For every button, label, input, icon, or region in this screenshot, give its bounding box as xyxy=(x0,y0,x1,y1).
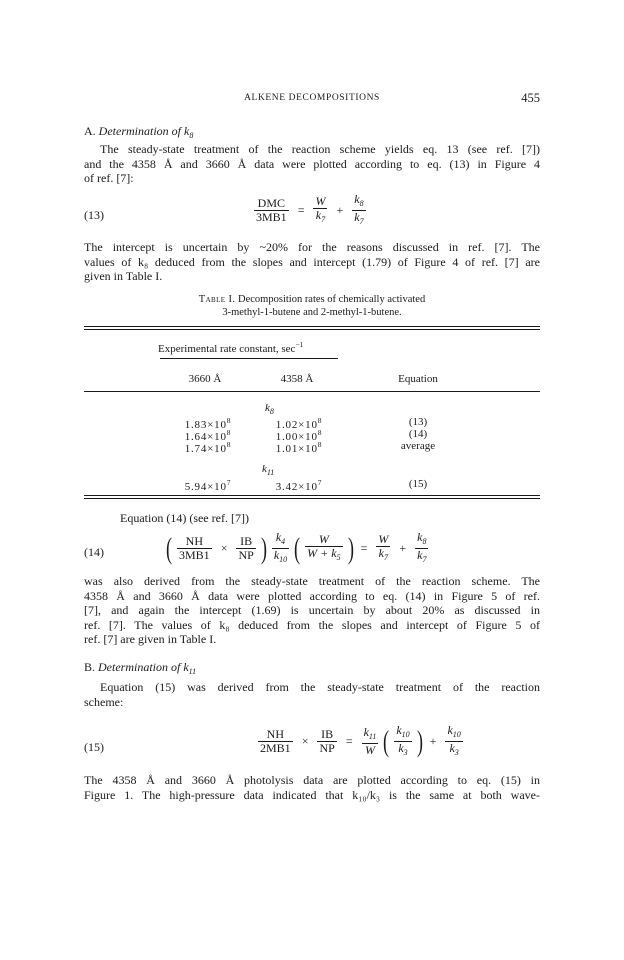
eq14-f2-den: NP xyxy=(238,548,254,562)
eq14-f2-num: IB xyxy=(236,535,255,549)
paragraph-section-b xyxy=(84,680,540,709)
eq15-f4-den: k xyxy=(398,741,404,755)
column-header-equation: Equation xyxy=(398,373,438,385)
eq14-r2-den: k xyxy=(417,548,423,562)
eq13-term2-den-sub: 7 xyxy=(359,217,364,226)
equation-13 xyxy=(252,193,368,228)
eq15-f3 xyxy=(362,726,379,757)
page-number: 455 xyxy=(521,91,540,105)
paragraph-line: The intercept is uncertain by ~20% for the reasons discussed in ref. [7]. The xyxy=(84,240,540,254)
eq14-f1-num: NH xyxy=(177,535,212,549)
eq13-lhs-den: 3MB1 xyxy=(256,210,287,224)
eq15-r-num: k xyxy=(447,723,453,737)
paragraph-line: The steady-state treatment of the reaction scheme yields eq. 13 (see ref. [7]) xyxy=(100,142,540,156)
plus-sign: + xyxy=(336,203,344,217)
eq14-f3-den: k xyxy=(273,548,280,562)
plus-sign: + xyxy=(429,734,437,748)
eq15-r xyxy=(445,724,462,759)
eq15-f3-num: k xyxy=(363,725,369,739)
paragraph-1 xyxy=(84,142,540,186)
eq13-term2-num: k xyxy=(354,192,360,206)
equals-sign: = xyxy=(297,203,305,217)
cell-equation-row1: (13) xyxy=(408,416,428,428)
equation-13-number: (13) xyxy=(84,208,104,222)
paragraph-line: ref. [7]. The values of k₈ deduced from the slopes and intercept of Figure 5 of xyxy=(84,617,540,632)
section-b-symbol: k xyxy=(183,660,189,674)
paragraph-line: ref. [7] are given in Table I. xyxy=(84,632,217,647)
times-sign: × xyxy=(301,734,309,748)
equation-14-number: (14) xyxy=(84,545,104,559)
cell-4358-k11: $3.42\times 10^7$ xyxy=(275,478,323,493)
eq15-f2-num: IB xyxy=(317,728,336,742)
column-header-4358: 4358 Å xyxy=(280,373,314,385)
section-a-heading xyxy=(84,124,193,140)
right-paren: ) xyxy=(260,531,267,565)
eq13-term2 xyxy=(352,193,365,228)
table-top-rule-2 xyxy=(84,329,540,330)
cell-4358-row1: $1.02\times 10^8$ xyxy=(275,416,323,431)
paragraph-line: [7], and again the intercept (1.69) is uncertain by about 20% as discussed in xyxy=(84,603,540,618)
paragraph-line: was also derived from the steady-state treatment of the reaction scheme. The xyxy=(84,574,540,588)
section-b-lead: B. xyxy=(84,660,96,674)
eq13-lhs-num: DMC xyxy=(254,197,289,211)
section-b-title: Determination of xyxy=(98,660,181,674)
k11-symbol: k xyxy=(262,463,267,475)
cell-3660-row2: $1.64\times 10^8$ xyxy=(184,428,232,443)
eq15-f3-den: W xyxy=(364,743,375,757)
eq15-f4-num-sub: 10 xyxy=(401,730,410,739)
paragraph-2 xyxy=(84,240,540,284)
group-header-sup: −1 xyxy=(295,340,304,349)
cell-4358-row2: $1.00\times 10^8$ xyxy=(275,428,323,443)
k8-sub: 8 xyxy=(269,407,274,416)
eq15-f1-num: NH xyxy=(258,728,293,742)
equals-sign: = xyxy=(345,734,353,748)
paragraph-line: scheme: xyxy=(84,694,124,709)
eq15-r-num-sub: 10 xyxy=(452,730,461,739)
eq13-term1-den: k xyxy=(315,208,322,222)
table-group-header xyxy=(158,340,303,355)
paragraph-line: of ref. [7]: xyxy=(84,171,134,186)
eq14-f3-num: k xyxy=(275,530,282,544)
right-paren: ) xyxy=(347,531,354,565)
eq14-f1-den: 3MB1 xyxy=(179,548,210,562)
eq14-f4-den: W + k xyxy=(307,546,337,560)
paragraph-line: Equation (15) was derived from the steady-state treatment of the reaction xyxy=(100,680,540,694)
eq15-r-den-sub: 3 xyxy=(454,748,459,757)
left-paren: ( xyxy=(166,531,172,565)
paragraph-4 xyxy=(84,773,540,802)
eq13-term1 xyxy=(313,195,327,226)
eq13-term2-num-sub: 8 xyxy=(359,199,364,208)
paragraph-line: The 4358 Å and 3660 Å photolysis data are plotted according to eq. (15) in xyxy=(84,773,540,787)
cell-equation-row2: (14) xyxy=(408,428,428,440)
eq13-term1-den-sub: 7 xyxy=(321,215,326,224)
k11-group-label xyxy=(262,463,274,477)
k8-symbol: k xyxy=(265,402,270,414)
page-header xyxy=(0,93,624,109)
eq13-lhs xyxy=(254,197,289,224)
eq14-f4 xyxy=(305,533,342,564)
eq13-term1-num: W xyxy=(315,194,326,208)
eq14-f4-num: W xyxy=(305,533,342,547)
eq14-r1-num: W xyxy=(378,532,389,546)
paragraph-3 xyxy=(84,574,540,647)
k11-row xyxy=(0,478,624,494)
paragraph-line: 4358 Å and 3660 Å data were plotted according to eq. (14) in Figure 5 of ref. xyxy=(84,588,540,603)
group-header-text: Experimental rate constant, sec xyxy=(158,343,296,355)
eq14-f3 xyxy=(272,531,289,566)
paragraph-line: given in Table I. xyxy=(84,269,163,284)
caption-line-2: 3-methyl-1-butene and 2-methyl-1-butene. xyxy=(222,307,402,318)
right-paren: ) xyxy=(416,724,423,758)
eq14-r1-den: k xyxy=(378,546,384,560)
eq14-r1 xyxy=(376,533,390,564)
left-paren: ( xyxy=(294,531,301,565)
k11-sub: 11 xyxy=(266,468,275,477)
table-bottom-rule xyxy=(84,495,540,496)
cell-4358-row3: $1.01\times 10^8$ xyxy=(275,440,323,455)
paragraph-line: and the 4358 Å and 3660 Å data were plotted according to eq. (13) in Figure 4 xyxy=(84,156,540,171)
section-a-title: Determination of xyxy=(98,124,181,138)
table-label: Table I. xyxy=(198,294,236,305)
cell-3660-row3: $1.74\times 10^8$ xyxy=(184,440,232,455)
left-paren: ( xyxy=(383,724,390,758)
eq15-f4 xyxy=(394,724,411,759)
eq15-f4-den-sub: 3 xyxy=(403,748,408,757)
eq14-f3-num-sub: 4 xyxy=(281,537,286,546)
k8-group-label xyxy=(265,402,274,416)
eq15-r-den: k xyxy=(449,741,455,755)
eq14-f3-den-sub: 10 xyxy=(279,555,288,564)
eq14-r2-num: k xyxy=(417,530,423,544)
cell-equation-k11: (15) xyxy=(408,478,428,490)
eq15-f1 xyxy=(258,728,293,755)
eq15-f3-num-sub: 11 xyxy=(368,732,377,741)
eq14-intro: Equation (14) (see ref. [7]) xyxy=(120,511,249,525)
table-top-rule xyxy=(84,326,540,327)
section-a-symbol-sub: 8 xyxy=(189,131,194,140)
times-sign: × xyxy=(220,541,228,555)
eq14-r2-den-sub: 7 xyxy=(422,555,427,564)
eq14-r2-num-sub: 8 xyxy=(422,537,427,546)
table-header-rule xyxy=(84,391,540,392)
equation-15-number: (15) xyxy=(84,740,104,754)
section-b-symbol-sub: 11 xyxy=(188,667,197,676)
group-header-rule xyxy=(160,358,338,359)
eq14-f1 xyxy=(177,535,212,562)
caption-line-1: Decomposition rates of chemically activated xyxy=(238,294,426,305)
eq13-term2-den: k xyxy=(354,210,360,224)
paragraph-line: values of k₈ deduced from the slopes and intercept (1.79) of Figure 4 of ref. [7] are xyxy=(84,254,540,269)
section-b-heading xyxy=(84,660,196,676)
equals-sign: = xyxy=(360,541,368,555)
cell-3660-k11: $5.94\times 10^7$ xyxy=(184,478,232,493)
table-caption xyxy=(84,293,540,319)
column-header-3660: 3660 Å xyxy=(188,373,222,385)
paragraph-line: Figure 1. The high-pressure data indicated that k₁₀/k₃ is the same at both wave- xyxy=(84,787,540,802)
eq14-r1-den-sub: 7 xyxy=(384,553,388,562)
eq14-r2 xyxy=(415,531,428,566)
eq15-f2 xyxy=(317,728,336,755)
eq15-f1-den: 2MB1 xyxy=(260,741,291,755)
equation-15 xyxy=(256,724,465,759)
cell-equation-row3: average xyxy=(400,440,436,452)
section-a-symbol: k xyxy=(184,124,190,138)
table-bottom-rule-2 xyxy=(84,498,540,499)
eq15-f4-num: k xyxy=(396,723,402,737)
cell-3660-row1: $1.83\times 10^8$ xyxy=(184,416,232,431)
k8-rows xyxy=(0,416,624,456)
eq15-f2-den: NP xyxy=(319,741,335,755)
eq14-f4-den-sub: 5 xyxy=(336,553,341,562)
running-head: ALKENE DECOMPOSITIONS xyxy=(244,93,380,103)
eq14-f2 xyxy=(236,535,255,562)
section-a-lead: A. xyxy=(84,124,96,138)
equation-14 xyxy=(166,531,430,566)
plus-sign: + xyxy=(399,541,407,555)
